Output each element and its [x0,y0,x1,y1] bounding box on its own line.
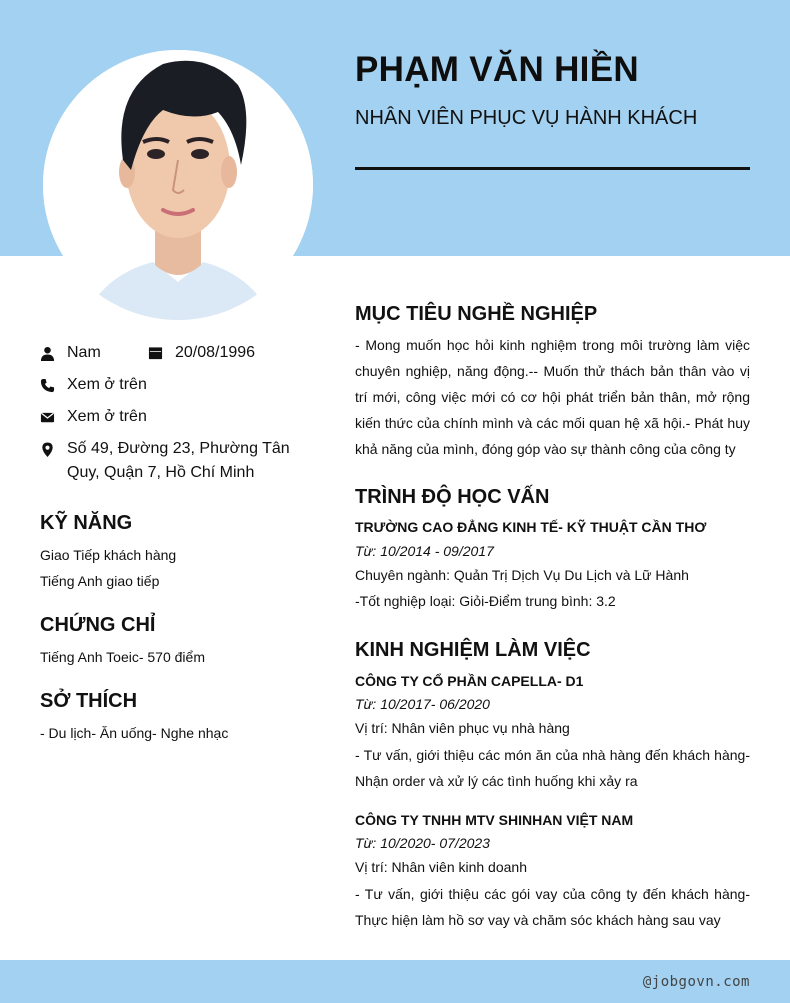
email-icon [40,405,67,429]
title-divider [355,167,750,170]
objective-text: - Mong muốn học hỏi kinh nghiệm trong môi trường làm việc chuyên nghiệp, năng động.-- Muốn thử thách bản thân vào vị trí mới, công việc mới có cơ hội phát triển bản thân, mở rộng kiến thức của chính mình và các mối quan hệ xã hội.- Phát huy khả năng của mình, đóng góp vào sự thành công của công ty [355,337,750,457]
job-position: Vị trí: Nhân viên kinh doanh [355,859,527,875]
address-text: Số 49, Đường 23, Phường Tân Quy, Quận 7, Hồ Chí Minh [67,440,290,481]
certificate-item: Tiếng Anh Toeic- 570 điểm [40,649,205,665]
profile-photo [43,50,313,320]
job-period: Từ: 10/2017- 06/2020 [355,696,490,712]
education-period: Từ: 10/2014 - 09/2017 [355,543,494,559]
birthday-text: 20/08/1996 [175,344,256,361]
person-icon [40,341,67,365]
education-heading: TRÌNH ĐỘ HỌC VẤN [355,486,550,508]
job-company: CÔNG TY CỔ PHẦN CAPELLA- D1 [355,673,584,689]
location-icon [40,437,67,461]
education-grade: -Tốt nghiệp loại: Giỏi-Điểm trung bình: 3.2 [355,593,616,609]
skill-item: Giao Tiếp khách hàng [40,547,177,563]
job-company: CÔNG TY TNHH MTV SHINHAN VIỆT NAM [355,812,634,828]
job-position: Vị trí: Nhân viên phục vụ nhà hàng [355,720,570,736]
job-description: - Tư vấn, giới thiệu các món ăn của nhà hàng đến khách hàng- Nhận order và xử lý các tình huống khi xảy ra [355,747,750,789]
email-text: Xem ở trên [67,408,147,425]
job-period: Từ: 10/2020- 07/2023 [355,835,490,851]
skill-item: Tiếng Anh giao tiếp [40,573,160,589]
phone-icon [40,373,67,397]
school-name: TRƯỜNG CAO ĐẲNG KINH TẾ- KỸ THUẬT CẦN THƠ [355,519,707,535]
gender-text: Nam [67,344,101,361]
phone-text: Xem ở trên [67,376,147,393]
experience-heading: KINH NGHIỆM LÀM VIỆC [355,639,591,661]
footer-watermark: @jobgovn.com [642,974,750,990]
phone-row [40,373,147,397]
birthday-row [148,341,255,365]
gender-row [40,341,101,365]
skills-heading: KỸ NĂNG [40,512,133,534]
education-major: Chuyên ngành: Quản Trị Dịch Vụ Du Lịch và Lữ Hành [355,567,689,583]
hobbies-heading: SỞ THÍCH [40,690,138,712]
candidate-job-title: NHÂN VIÊN PHỤC VỤ HÀNH KHÁCH [355,107,698,129]
objective-heading: MỤC TIÊU NGHỀ NGHIỆP [355,303,598,325]
calendar-icon [148,341,175,365]
certificates-heading: CHỨNG CHỈ [40,614,156,636]
hobbies-text: - Du lịch- Ăn uống- Nghe nhạc [40,725,229,741]
email-row [40,405,147,429]
address-row [40,437,322,485]
job-description: - Tư vấn, giới thiệu các gói vay của công ty đến khách hàng- Thực hiện làm hồ sơ vay và chăm sóc khách hàng sau vay [355,886,750,928]
candidate-name: PHẠM VĂN HIỀN [355,50,639,89]
